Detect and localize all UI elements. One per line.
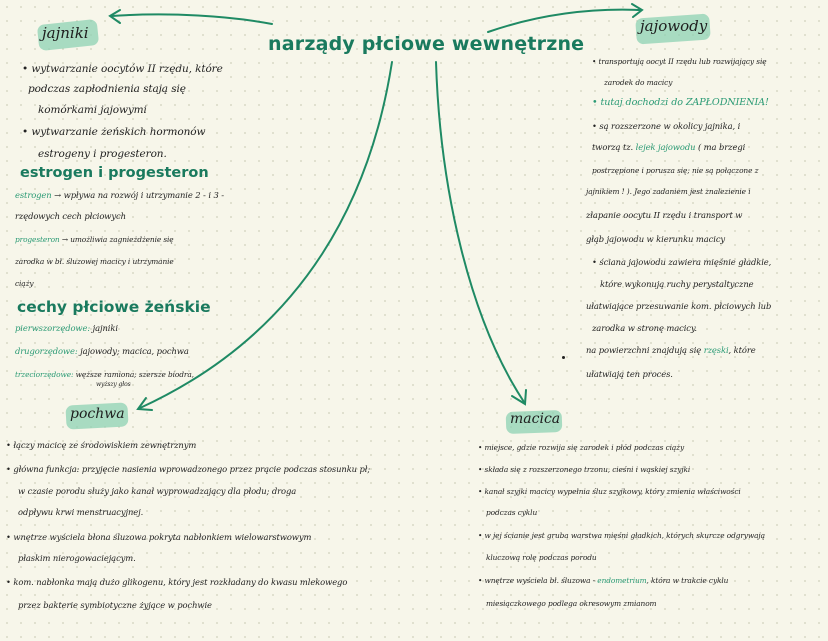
jajowody-line-12: ułatwiające przesuwanie kom. płciowych lub — [586, 301, 772, 311]
pochwa-line-5: • wnętrze wyściela błona śluzowa pokryta nabłonkiem wielowarstwowym — [6, 532, 312, 542]
arrow-to-jajowody — [488, 10, 640, 32]
cechy-third-value-2: wyższy głos — [96, 381, 131, 388]
jajowody-line-5c: ( ma brzegi — [697, 142, 746, 152]
cechy-second-term: drugorzędowe: — [15, 346, 78, 356]
jajowody-line-13: zarodka w stronę macicy. — [592, 323, 697, 333]
macica-line-7 — [478, 576, 728, 585]
cechy-second-value: jajowody; macica, pochwa — [80, 346, 189, 356]
macica-line-4: podczas cyklu — [486, 508, 538, 517]
rzeski-term: rzęski — [703, 345, 729, 355]
macica-line-3: • kanał szyjki macicy wypełnia śluz szyjkowy, który zmienia właściwości — [478, 487, 741, 496]
pochwa-line-8: przez bakterie symbiotyczne żyjące w pochwie — [18, 600, 212, 610]
estrogen-text: → wpływa na rozwój i utrzymanie 2 - i 3 - — [54, 190, 225, 200]
endometrium-term: endometrium — [597, 576, 647, 585]
cechy-heading: cechy płciowe żeńskie — [17, 298, 211, 316]
jajowody-line-1: • transportują oocyt II rzędu lub rozwijający się — [592, 57, 767, 66]
progesteron-line-2: zarodka w bł. śluzowej macicy i utrzymanie — [15, 257, 174, 266]
jajowody-line-11: które wykonują ruchy perystaltyczne — [600, 279, 754, 289]
cechy-third — [15, 370, 194, 379]
macica-line-1: • miejsce, gdzie rozwija się zarodek i płód podczas ciąży — [478, 443, 685, 452]
jajowody-line-15: ułatwiają ten proces. — [586, 369, 673, 379]
arrow-to-jajniki — [112, 14, 272, 24]
jajniki-line-4: • wytwarzanie żeńskich hormonów — [22, 126, 206, 138]
estrogen-term: estrogen — [15, 190, 52, 200]
jajowody-line-2: zarodek do macicy — [604, 78, 673, 87]
pochwa-line-6: płaskim nierogowaciejącym. — [18, 553, 136, 563]
progesteron-line-3: ciąży — [15, 279, 34, 288]
arrow-to-pochwa — [140, 62, 392, 408]
cechy-third-term: trzeciorzędowe: — [15, 370, 74, 379]
jajowody-line-5a: tworzą tz. — [592, 142, 634, 152]
pochwa-line-3: w czasie porodu służy jako kanał wyprowadzający dla płodu; droga — [18, 486, 297, 496]
estrogen-line-1 — [15, 190, 224, 200]
jajowody-line-6: postrzępione i porusza się; nie są połączone z — [592, 166, 759, 175]
jajowody-line-14c: , które — [728, 345, 756, 355]
pochwa-line-4: odpływu krwi menstruacyjnej. — [18, 507, 144, 517]
jajowody-bullet — [562, 356, 565, 359]
jajniki-line-1: • wytwarzanie oocytów II rzędu, które — [22, 63, 223, 75]
jajowody-line-14 — [586, 345, 756, 355]
jajniki-line-2: podczas zapłodnienia stają się — [28, 83, 186, 95]
macica-line-2: • składa się z rozszerzonego trzonu, cieśni i wąskiej szyjki — [478, 465, 691, 474]
estrogen-line-2: rzędowych cech płciowych — [15, 211, 126, 221]
main-title: narządy płciowe wewnętrzne — [268, 33, 585, 55]
cechy-first-term: pierwszorzędowe: — [15, 323, 91, 333]
macica-heading: macica — [510, 411, 561, 427]
cechy-first-value: jajniki — [92, 323, 118, 333]
jajniki-heading: jajniki — [42, 24, 89, 42]
jajniki-line-3: komórkami jajowymi — [38, 104, 147, 116]
jajniki-line-5: estrogeny i progesteron. — [38, 148, 167, 160]
cechy-third-value: węższe ramiona; szersze biodra, — [75, 370, 194, 379]
macica-line-7c: , która w trakcie cyklu — [646, 576, 729, 585]
jajowody-line-8: złapanie oocytu II rzędu i transport w — [586, 210, 743, 220]
pochwa-line-7: • kom. nabłonka mają dużo glikogenu, który jest rozkładany do kwasu mlekowego — [6, 577, 348, 587]
progesteron-text: → umożliwia zagnieżdżenie się — [61, 235, 174, 244]
macica-line-7a: • wnętrze wyściela bł. śluzowa - — [478, 576, 596, 585]
cechy-second — [15, 346, 189, 356]
lejek-jajowodu: lejek jajowodu — [635, 142, 696, 152]
jajowody-line-5 — [592, 142, 745, 152]
jajowody-line-7: jajnikiem ! ). Jego zadaniem jest znalezienie i — [586, 187, 751, 196]
jajowody-line-4: • są rozszerzone w okolicy jajnika, i — [592, 121, 741, 131]
jajowody-heading: jajowody — [640, 17, 708, 35]
jajowody-line-9: głąb jajowodu w kierunku macicy — [586, 234, 726, 244]
cechy-first — [15, 323, 118, 333]
jajowody-line-10: • ściana jajowodu zawiera mięśnie gładkie, — [592, 257, 772, 267]
progesteron-term: progesteron — [15, 235, 60, 244]
arrow-to-macica — [436, 62, 524, 402]
pochwa-line-1: • łączy macicę ze środowiskiem zewnętrznym — [6, 440, 197, 450]
pochwa-line-2: • główna funkcja: przyjęcie nasienia wprowadzonego przez prącie podczas stosunku pł; — [6, 464, 371, 474]
progesteron-line-1 — [15, 235, 174, 244]
hormony-heading: estrogen i progesteron — [20, 165, 209, 181]
macica-line-5: • w jej ścianie jest gruba warstwa mięśni gładkich, których skurcze odgrywają — [478, 531, 765, 540]
macica-line-8: miesiączkowego podlega okresowym zmianom — [486, 599, 657, 608]
jajowody-line-3: • tutaj dochodzi do ZAPŁODNIENIA! — [592, 97, 769, 108]
macica-line-6: kluczową rolę podczas porodu — [486, 553, 597, 562]
jajowody-line-14a: na powierzchni znajdują się — [586, 345, 702, 355]
pochwa-heading: pochwa — [70, 406, 125, 422]
